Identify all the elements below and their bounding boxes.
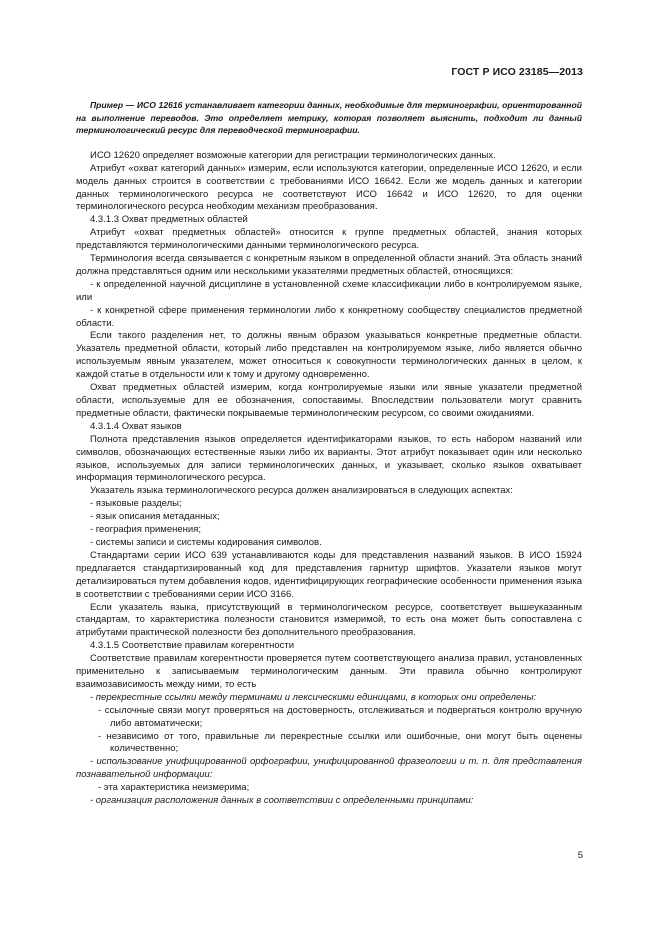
paragraph: Если указатель языка, присутствующий в терминологическом ресурсе, соответствует вышеуказанным стандартам, то характеристика полезности становится измеримой, то есть она может быть сопоставлена с атрибутами практической полезности без дополнительного преобразования.	[76, 601, 582, 639]
list-item: - язык описания метаданных;	[90, 511, 220, 523]
sub-list-item: - независимо от того, правильные ли перекрестные ссылки или ошибочные, они могут быть оценены количественно;	[98, 730, 582, 755]
paragraph: Если такого разделения нет, то должны явным образом указываться конкретные предметные области. Указатель предметной области, который либо представлен на контролируемом языке, либо является обычно используемым явным указателем, может относиться к совокупности терминологических данных в целом, к каждой статье в отдельности или к тому и другому одновременно.	[76, 330, 582, 381]
list-item: - использование унифицированной орфографии, унифицированной фразеологии и т. п. для представления познавательной информации:	[76, 756, 582, 781]
paragraph: Соответствие правилам когерентности проверяется путем соответствующего анализа правил, установленных применительно к записываемым терминологическим данным. Эти правила обычно контролируют взаимозависимость между ними, то есть	[76, 653, 582, 690]
paragraph: Терминология всегда связывается с конкретным языком в определенной области знаний. Эта область знаний должна представляться одним или несколькими указателями предметных областей, относящихся:	[76, 253, 582, 277]
paragraph: ИСО 12620 определяет возможные категории для регистрации терминологических данных.	[90, 149, 496, 161]
paragraph: Стандартами серии ИСО 639 устанавливаются коды для представления названий языков. В ИСО 15924 предлагается стандартизированный код для представления гарнитур шрифтов. Указатели языков могут детализироваться путем добавления кодов, идентифицирующих географические особенности применения языка в соответствии с требованиями серии ИСО 3166.	[76, 549, 582, 600]
sub-list-item: - ссылочные связи могут проверяться на достоверность, отслеживаться и подвергаться контролю вручную либо автоматически;	[98, 704, 582, 729]
sub-list-item: - эта характеристика неизмерима;	[98, 782, 250, 794]
list-item: - организация расположения данных в соответствии с определенными принципами:	[90, 795, 474, 807]
list-item: - к конкретной сфере применения терминологии либо к конкретному сообществу специалистов предметной области.	[76, 304, 582, 329]
example-note: Пример — ИСО 12616 устанавливает категории данных, необходимые для терминографии, ориентированной на выполнение переводов. Это определяет метрику, которая позволяет выяснить, подходит ли данный терминологический ресурс для переводческой терминографии.	[76, 100, 582, 136]
section-heading: 4.3.1.5 Соответствие правилам когерентности	[90, 640, 295, 652]
document-body	[76, 99, 582, 808]
document-code: ГОСТ Р ИСО 23185—2013	[451, 66, 583, 78]
list-item: - системы записи и системы кодирования символов.	[90, 536, 322, 548]
list-item: - к определенной научной дисциплине в установленной схеме классификации либо в контролируемом языке, или	[76, 278, 582, 303]
paragraph: Указатель языка терминологического ресурса должен анализироваться в следующих аспектах:	[90, 485, 513, 497]
paragraph: Полнота представления языков определяется идентификаторами языков, то есть набором названий или символов, обозначающих естественные языки либо их варианты. Этот атрибут показывает один или несколько языков, используемых для записи терминологических данных, и указывает, сколько языков охватывает информация терминологического ресурса.	[76, 433, 582, 484]
paragraph: Охват предметных областей измерим, когда контролируемые языки или явные указатели предметной области, используемые для ее обозначения, сопоставимы. Впоследствии пользователи могут сравнить предметные области, фактически покрываемые терминологическим ресурсом, со своими ожиданиями.	[76, 382, 582, 419]
section-heading: 4.3.1.4 Охват языков	[90, 420, 182, 432]
list-item: - языковые разделы;	[90, 498, 182, 510]
page-number: 5	[577, 850, 583, 861]
section-heading: 4.3.1.3 Охват предметных областей	[90, 214, 248, 226]
list-item: - перекрестные ссылки между терминами и лексическими единицами, в которых они определены:	[90, 691, 537, 703]
paragraph: Атрибут «охват предметных областей» относится к группе предметных областей, знания которых представляются терминологическими данными терминологического ресурса.	[76, 227, 582, 252]
list-item: - география применения;	[90, 524, 201, 536]
paragraph: Атрибут «охват категорий данных» измерим, если используются категории, определенные ИСО 12620, и если модель данных строится в соответствии с требованиями ИСО 16642. Если же модель данных и категории данных терминологического ресурса не соответствуют ИСО 16642 и ИСО 12620, то для оценки терминологического ресурса необходим механизм преобразования.	[76, 162, 582, 213]
